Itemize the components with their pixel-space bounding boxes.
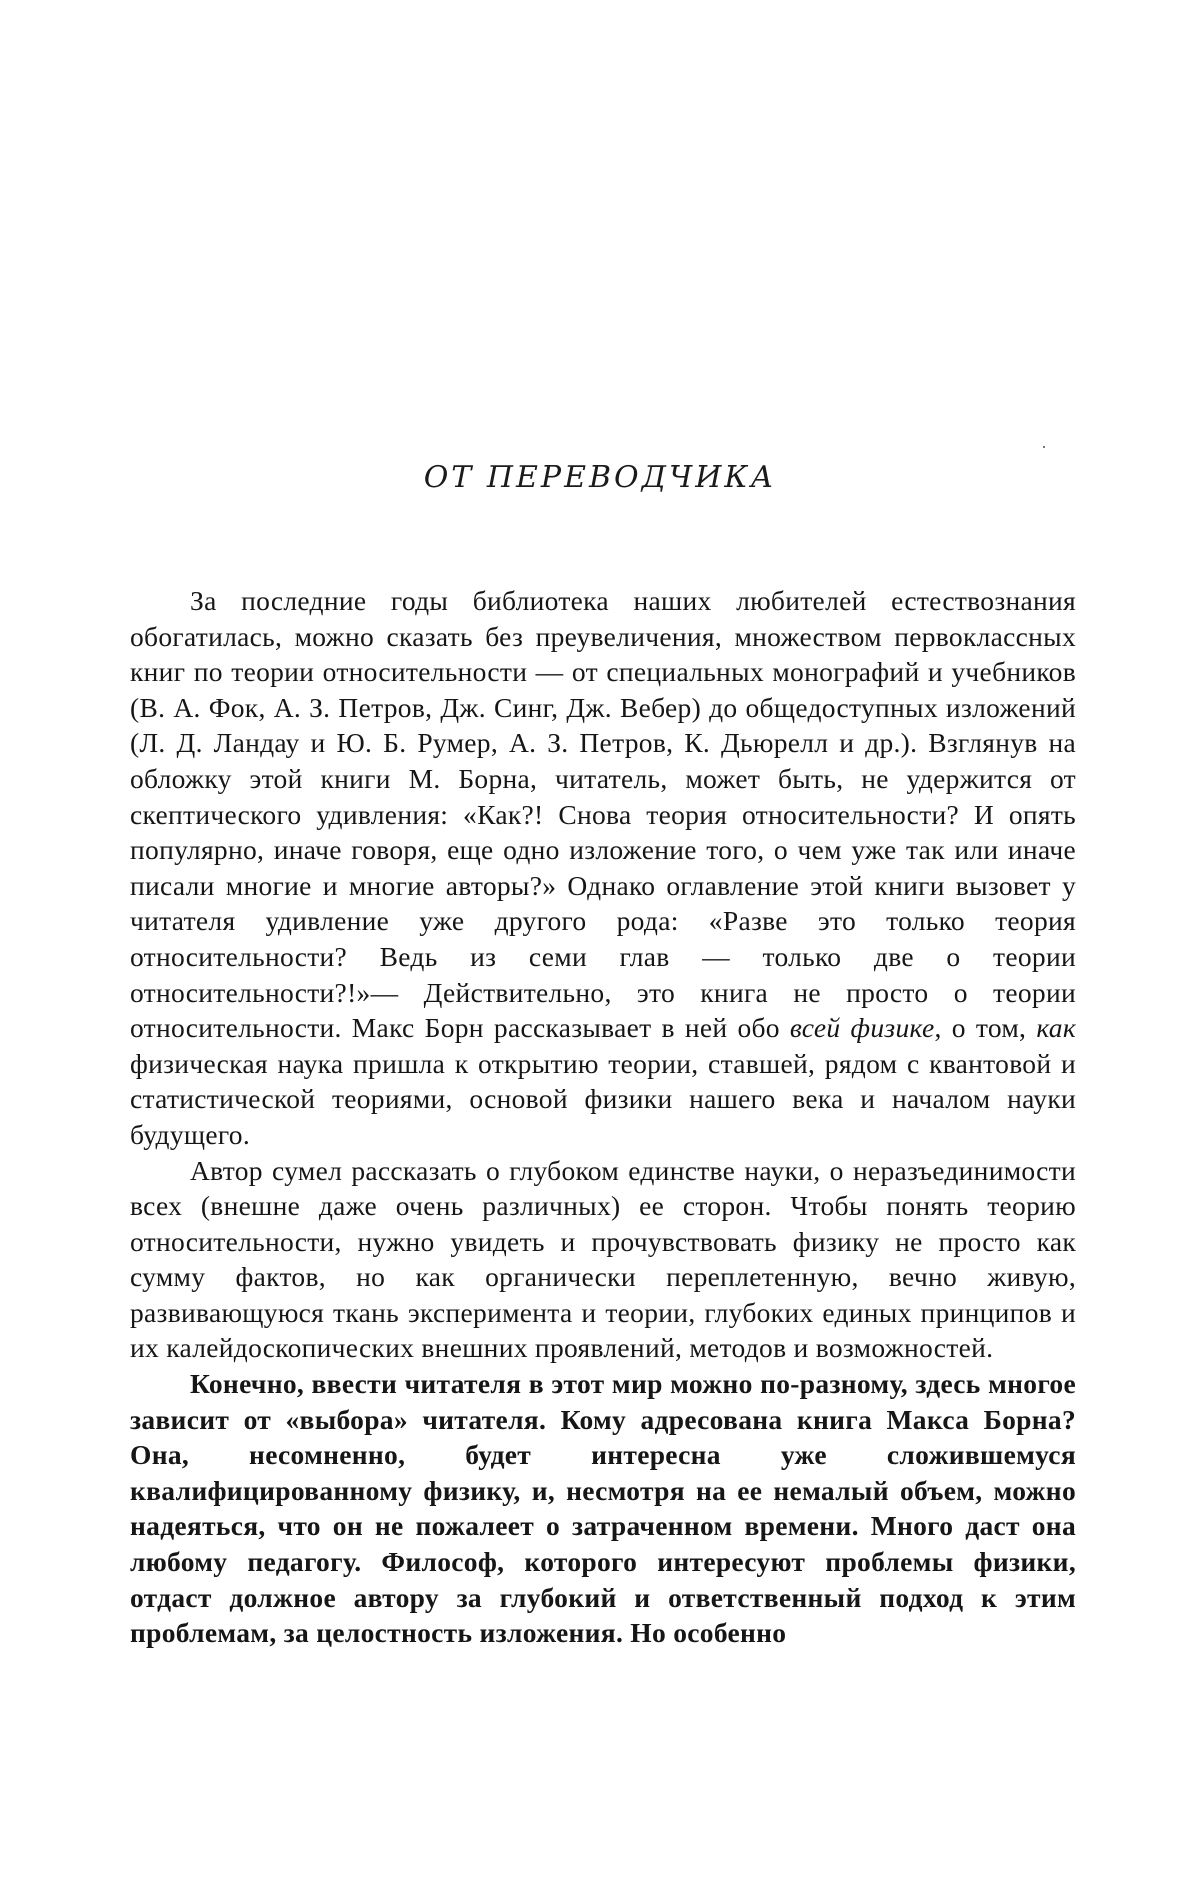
paragraph-1: [130, 583, 1076, 1153]
body-text: [130, 583, 1076, 1651]
print-speck: [1043, 446, 1045, 448]
emphasis-how: как: [1036, 1012, 1077, 1044]
emphasis-all-physics: всей физике: [789, 1012, 935, 1044]
paragraph-2: Автор сумел рассказать о глубоком единстве науки, о неразъединимости всех (внешне даже очень различных) ее сторон. Чтобы понять теорию относительности, нужно увидеть и прочувствовать физику не просто как сумму фактов, но как органически переплетенную, вечно живую, развивающуюся ткань эксперимента и теории, глубоких единых принципов и их калейдоскопических внешних проявлений, методов и возможностей.: [130, 1154, 1076, 1364]
paragraph-1-text-c: физическая наука пришла к открытию теории, ставшей, рядом с квантовой и статистической теориями, основой физики нашего века и началом науки будущего.: [130, 1047, 1076, 1150]
paragraph-3: Конечно, ввести читателя в этот мир можно по-разному, здесь многое зависит от «выбора» читателя. Кому адресована книга Макса Борна? Она, несомненно, будет интересна уже сложившемуся квалифицированному физику, и, несмотря на ее немалый объем, можно надеяться, что он не пожалеет о затраченном времени. Много даст она любому педагогу. Философ, которого интересуют проблемы физики, отдаст должное автору за глубокий и ответственный подход к этим проблемам, за целостность изложения. Но особенно: [130, 1368, 1076, 1649]
paragraph-1-text-b: , о том,: [934, 1012, 1037, 1044]
paragraph-1-text-a: За последние годы библиотека наших любителей естествознания обогатилась, можно сказать без преувеличения, множеством первоклассных книг по теории относительности — от специальных монографий и учебников (В. А. Фок, А. З. Петров, Дж. Синг, Дж. Вебер) до общедоступных изложений (Л. Д. Ландау и Ю. Б. Румер, А. З. Петров, К. Дьюрелл и др.). Взглянув на обложку этой книги М. Борна, читатель, может быть, не удержится от скептического удивления: «Как?! Снова теория относительности? И опять популярно, иначе говоря, еще одно изложение того, о чем уже так или иначе писали многие и многие авторы?» Однако оглавление этой книги вызовет у читателя удивление уже другого рода: «Разве это только теория относительности? Ведь из семи глав — только две о теории относительности?!»— Действительно, это книга не просто о теории относительности. Макс Борн рассказывает в ней обо: [130, 585, 1076, 1044]
chapter-heading: ОТ ПЕРЕВОДЧИКА: [423, 460, 777, 495]
